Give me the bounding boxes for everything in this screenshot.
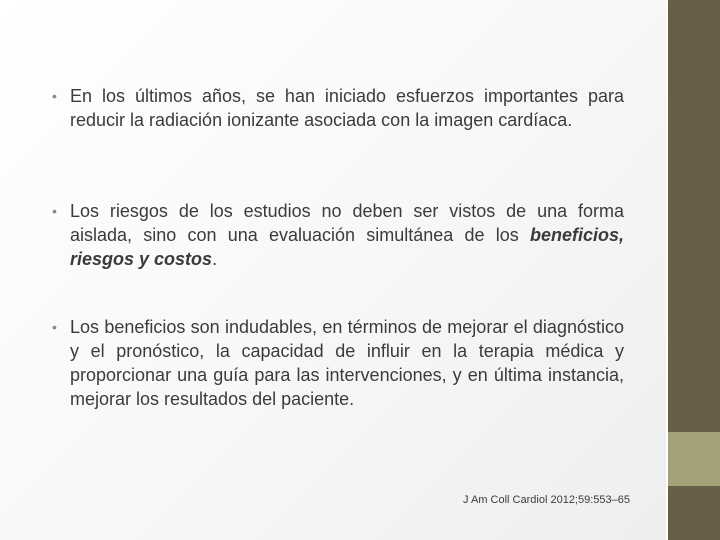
bullet-emphasis: beneficios, riesgos y costos: [70, 225, 624, 269]
bullet-item: [52, 199, 624, 271]
sidebar-accent-block: [666, 432, 720, 486]
bullet-item: [52, 84, 624, 132]
bullet-text: Los beneficios son indudables, en términos de mejorar el diagnóstico y el pronóstico, la capacidad de influir en la terapia médica y proporcionar una guía para las intervenciones, y en última instancia, mejorar los resultados del paciente.: [70, 317, 624, 409]
bullet-dot: •: [52, 319, 57, 335]
sidebar-divider: [666, 0, 668, 540]
bullet-text-end: .: [212, 249, 218, 269]
citation: J Am Coll Cardiol 2012;59:553–65: [463, 494, 630, 506]
bullet-dot: •: [52, 203, 57, 219]
bullet-item: [52, 315, 624, 411]
bullet-text: En los últimos años, se han iniciado esfuerzos importantes para reducir la radiación ionizante asociada con la imagen cardíaca.: [70, 86, 624, 130]
bullet-text: Los riesgos de los estudios no deben ser vistos de una forma aislada, sino con una evaluación simultánea de los: [70, 201, 624, 245]
bullet-dot: •: [52, 88, 57, 104]
